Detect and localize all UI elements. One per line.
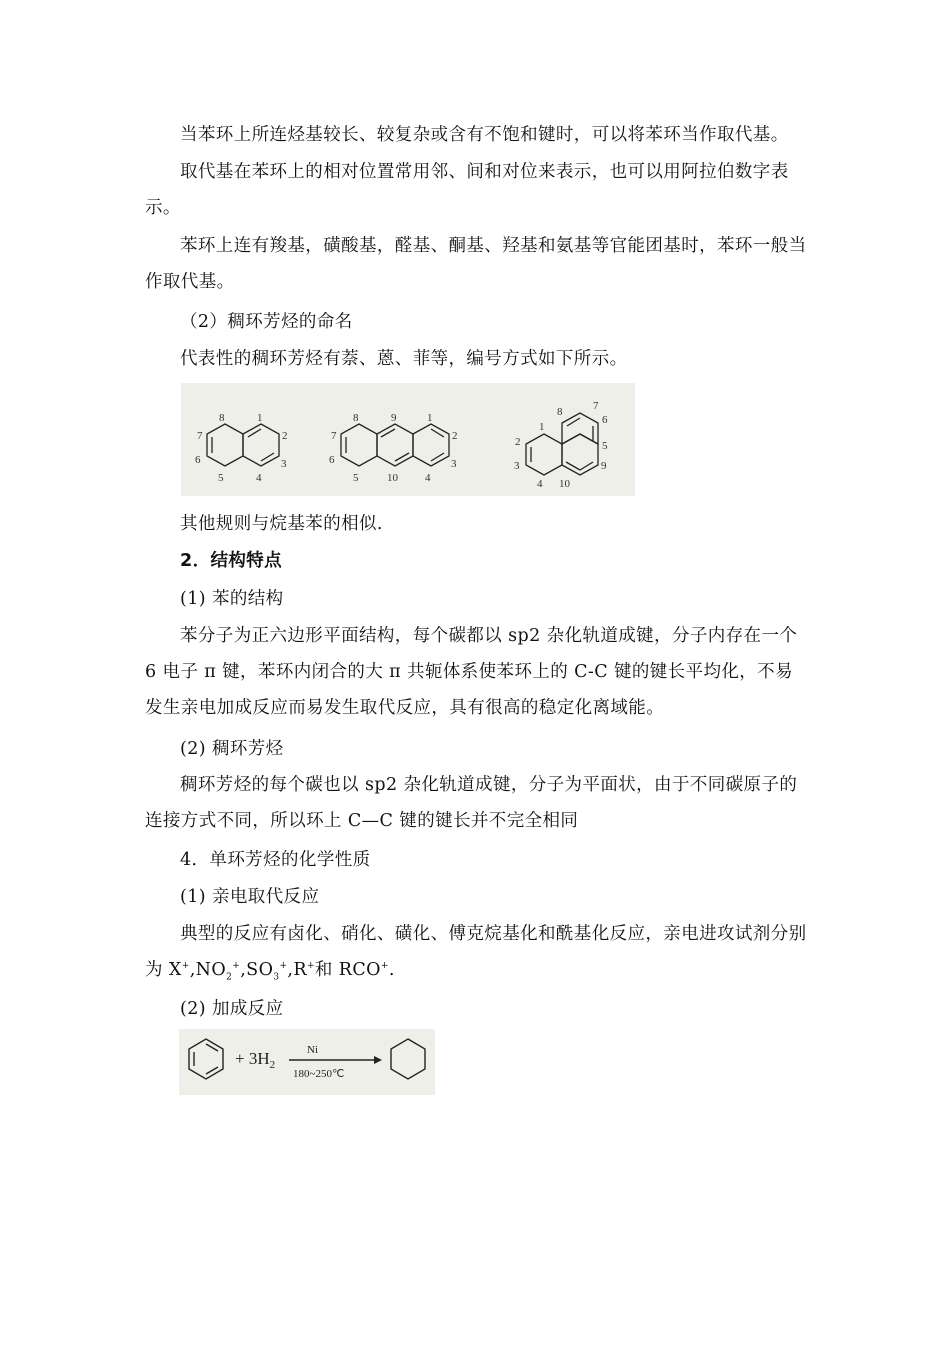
naphthalene-label-6: 6 <box>195 454 201 466</box>
anthracene-label-7: 7 <box>331 430 337 442</box>
fused-ring-numbering-figure <box>181 383 635 496</box>
reagents-text-d: ,R <box>287 960 307 980</box>
anthracene-label-4: 4 <box>425 472 431 484</box>
hydrogen-reagent: + $3H_2$ <box>235 1049 276 1071</box>
anthracene-label-5: 5 <box>353 472 359 484</box>
anthracene-label-8: 8 <box>353 412 359 424</box>
naphthalene-label-1: 1 <box>257 412 263 424</box>
naphthalene-label-3: 3 <box>281 458 287 470</box>
condition-label: 180~250℃ <box>293 1068 345 1080</box>
paragraph-relative-position: 取代基在苯环上的相对位置常用邻、间和对位来表示，也可以用阿拉伯数字表示。 <box>145 162 789 218</box>
phenanthrene-label-4: 4 <box>537 478 543 490</box>
subheading-electrophilic-substitution: (1) 亲电取代反应 <box>180 887 320 907</box>
phenanthrene-label-10: 10 <box>559 478 570 490</box>
naphthalene-label-4: 4 <box>256 472 262 484</box>
reagents-text-b: ,NO <box>189 960 227 980</box>
subheading-addition-reaction: (2) 加成反应 <box>180 999 284 1019</box>
phenanthrene-label-3: 3 <box>514 460 520 472</box>
paragraph-fused-aromatics: 稠环芳烃的每个碳也以 sp2 杂化轨道成键，分子为平面状，由于不同碳原子的连接方式不同，所以环上 C—C 键的键长并不完全相同 <box>145 775 798 831</box>
charge-plus: + <box>306 961 315 972</box>
reagents-text-a: 典型的反应有卤化、硝化、磺化、傅克烷基化和酰基化反应，亲电进攻试剂分别为 X <box>145 924 807 980</box>
anthracene-structure <box>341 424 449 466</box>
naphthalene-structure <box>207 424 279 466</box>
reaction-arrowhead-icon <box>374 1056 382 1064</box>
phenanthrene-label-6: 6 <box>602 414 608 426</box>
reagents-text-e: 和 RCO <box>314 960 381 980</box>
phenanthrene-label-1: 1 <box>539 421 545 433</box>
anthracene-label-9: 9 <box>391 412 397 424</box>
phenanthrene-label-5: 5 <box>602 440 608 452</box>
naphthalene-label-8: 8 <box>219 412 225 424</box>
catalyst-label: Ni <box>307 1044 318 1056</box>
paragraph-electrophilic-reagents <box>145 916 810 988</box>
phenanthrene-label-7: 7 <box>593 400 599 412</box>
paragraph-functional-groups: 苯环上连有羧基，磺酸基，醛基、酮基、羟基和氨基等官能团基时，苯环一般当作取代基。 <box>145 236 807 292</box>
paragraph-substituent-rule: 当苯环上所连烃基较长、较复杂或含有不饱和键时，可以将苯环当作取代基。 <box>180 125 789 145</box>
cyclohexane-icon <box>391 1039 425 1079</box>
charge-plus: + <box>380 961 389 972</box>
subheading-fused-aromatics: (2) 稠环芳烃 <box>180 739 284 759</box>
anthracene-label-1: 1 <box>427 412 433 424</box>
phenanthrene-label-9: 9 <box>601 460 607 472</box>
reagents-text-f: . <box>388 960 395 980</box>
paragraph-representative-fused: 代表性的稠环芳烃有萘、蒽、菲等，编号方式如下所示。 <box>180 349 628 369</box>
section-heading-structure: 2．结构特点 <box>180 551 283 571</box>
subscript-2: 2 <box>226 972 233 983</box>
naphthalene-label-7: 7 <box>197 430 203 442</box>
subheading-benzene-structure: (1) 苯的结构 <box>180 589 284 609</box>
charge-plus: + <box>279 961 288 972</box>
reagents-text-c: ,SO <box>240 960 274 980</box>
benzene-icon <box>189 1039 223 1079</box>
naphthalene-label-2: 2 <box>282 430 288 442</box>
paragraph-other-rules: 其他规则与烷基苯的相似. <box>180 514 383 534</box>
subheading-fused-naming: （2）稠环芳烃的命名 <box>180 312 353 332</box>
anthracene-label-3: 3 <box>451 458 457 470</box>
subheading-chemical-properties: 4．单环芳烃的化学性质 <box>180 850 371 870</box>
subscript-3: 3 <box>273 972 280 983</box>
phenanthrene-label-8: 8 <box>557 406 563 418</box>
naphthalene-label-5: 5 <box>218 472 224 484</box>
charge-plus: + <box>232 961 241 972</box>
charge-plus: + <box>181 961 190 972</box>
phenanthrene-label-2: 2 <box>515 436 521 448</box>
hydrogenation-reaction-figure <box>179 1029 435 1095</box>
phenanthrene-structure <box>526 413 598 475</box>
anthracene-label-6: 6 <box>329 454 335 466</box>
anthracene-label-2: 2 <box>452 430 458 442</box>
paragraph-benzene-structure: 苯分子为正六边形平面结构，每个碳都以 sp2 杂化轨道成键，分子内存在一个 6 电子 π 键，苯环内闭合的大 π 共轭体系使苯环上的 C-C 键的键长平均化，不易发生亲电加成反应而易发生取代反应，具有很高的稳定化离域能。 <box>145 626 798 718</box>
anthracene-label-10: 10 <box>387 472 398 484</box>
